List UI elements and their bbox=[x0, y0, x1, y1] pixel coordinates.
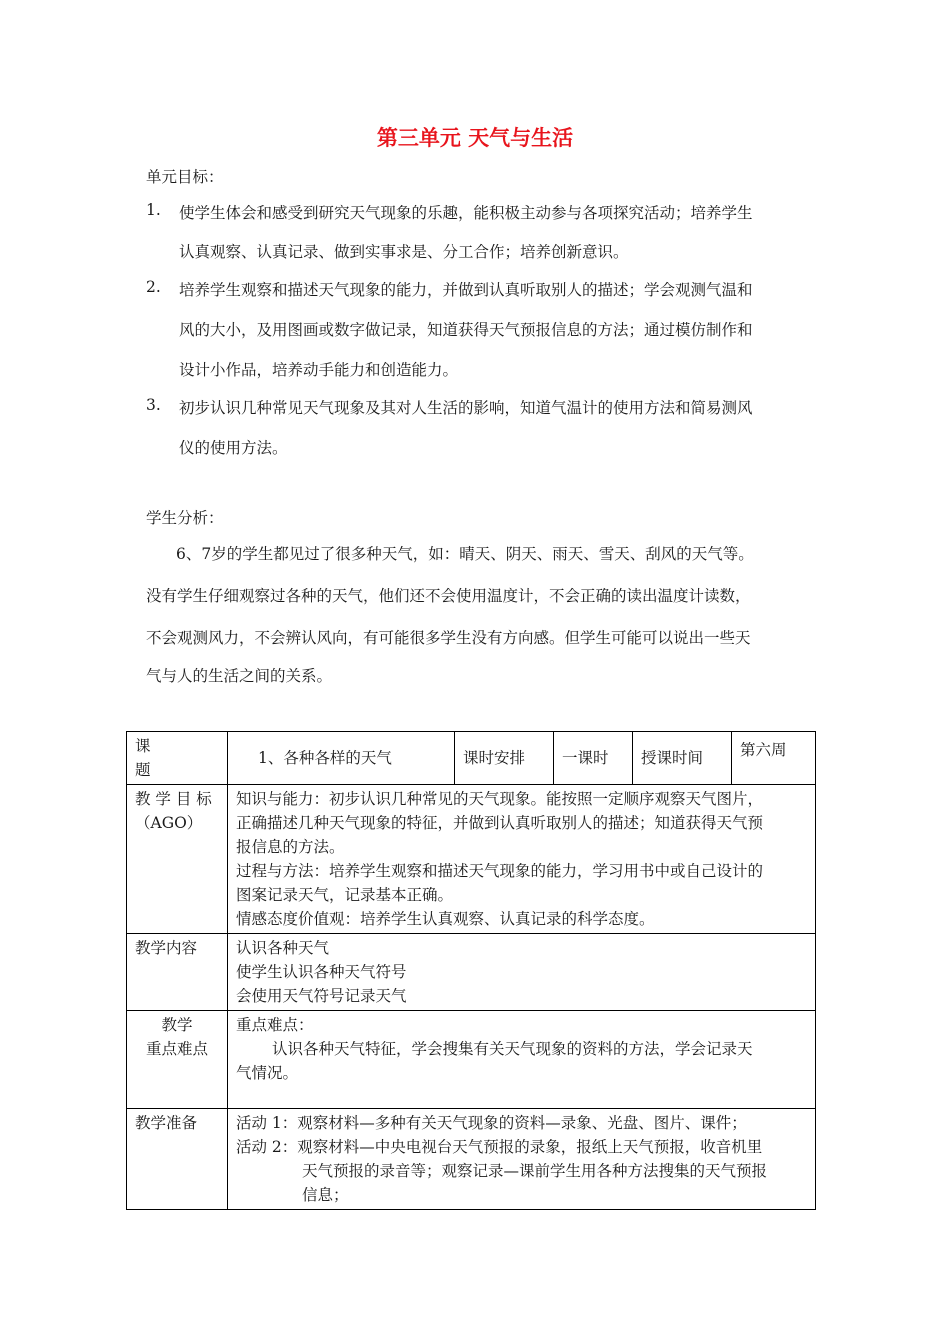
content-line: 会使用天气符号记录天气 bbox=[236, 987, 407, 1005]
student-analysis-heading: 学生分析： bbox=[146, 509, 224, 527]
key-points-label-cell bbox=[127, 1011, 228, 1109]
goal-line: 报信息的方法。 bbox=[236, 838, 345, 856]
goals-label-2: （AGO） bbox=[135, 814, 203, 832]
prep-line-1: 活动 1：观察材料—多种有关天气现象的资料—录象、光盘、图片、课件； bbox=[236, 1114, 747, 1132]
topic-label-cell bbox=[127, 732, 228, 785]
goal-1-line-1: 使学生体会和感受到研究天气现象的乐趣，能积极主动参与各项探究活动；培养学生 bbox=[179, 204, 753, 222]
lesson-plan-table bbox=[126, 731, 816, 1210]
key-points-label-2: 重点难点 bbox=[145, 1040, 208, 1058]
topic-value: 1、各种各样的天气 bbox=[228, 732, 455, 785]
goal-line: 知识与能力：初步认识几种常见的天气现象。能按照一定顺序观察天气图片， bbox=[236, 790, 764, 808]
goals-label-1: 教 学 目 标 bbox=[135, 790, 212, 808]
goal-2-number: 2. bbox=[146, 278, 161, 296]
goal-1-line-2: 认真观察、认真记录、做到实事求是、分工合作；培养创新意识。 bbox=[179, 243, 629, 261]
time-value: 第六周 bbox=[732, 732, 816, 785]
goal-1-number: 1. bbox=[146, 201, 161, 219]
unit-goals-heading: 单元目标： bbox=[146, 168, 224, 186]
goal-line: 正确描述几种天气现象的特征，并做到认真听取别人的描述；知道获得天气预 bbox=[236, 814, 764, 832]
goal-2-line-3: 设计小作品，培养动手能力和创造能力。 bbox=[179, 361, 459, 379]
table-row-content bbox=[127, 934, 816, 1011]
hours-value: 一课时 bbox=[554, 732, 633, 785]
goal-2-line-2: 风的大小，及用图画或数字做记录，知道获得天气预报信息的方法；通过模仿制作和 bbox=[179, 321, 753, 339]
topic-label-1: 课 bbox=[135, 737, 151, 755]
goal-2-line-1: 培养学生观察和描述天气现象的能力，并做到认真听取别人的描述；学会观测气温和 bbox=[179, 281, 753, 299]
prep-line-2: 活动 2：观察材料—中央电视台天气预报的录象，报纸上天气预报，收音机里 bbox=[236, 1138, 763, 1156]
time-label: 授课时间 bbox=[633, 732, 732, 785]
content-cell bbox=[228, 934, 816, 1011]
goal-line: 情感态度价值观：培养学生认真观察、认真记录的科学态度。 bbox=[236, 910, 655, 928]
student-analysis-line-1: 6、7岁的学生都见过了很多种天气，如：晴天、阴天、雨天、雪天、刮风的天气等。 bbox=[176, 545, 754, 563]
key-points-cell bbox=[228, 1011, 816, 1109]
student-analysis-line-3: 不会观测风力，不会辨认风向，有可能很多学生没有方向感。但学生可能可以说出一些天 bbox=[146, 629, 751, 647]
goals-label-cell bbox=[127, 785, 228, 934]
goal-3-line-1: 初步认识几种常见天气现象及其对人生活的影响，知道气温计的使用方法和简易测风 bbox=[179, 399, 753, 417]
preparation-label: 教学准备 bbox=[127, 1109, 228, 1210]
prep-line-4: 信息； bbox=[302, 1186, 349, 1204]
content-label: 教学内容 bbox=[127, 934, 228, 1011]
content-line: 使学生认识各种天气符号 bbox=[236, 963, 407, 981]
table-row-preparation bbox=[127, 1109, 816, 1210]
preparation-cell bbox=[228, 1109, 816, 1210]
goal-3-number: 3. bbox=[146, 396, 161, 414]
key-points-line-1: 认识各种天气特征，学会搜集有关天气现象的资料的方法，学会记录天 bbox=[272, 1040, 753, 1058]
prep-line-3: 天气预报的录音等；观察记录—课前学生用各种方法搜集的天气预报 bbox=[302, 1162, 768, 1180]
content-line: 认识各种天气 bbox=[236, 939, 330, 957]
student-analysis-line-2: 没有学生仔细观察过各种的天气，他们还不会使用温度计，不会正确的读出温度计读数， bbox=[146, 587, 751, 605]
page-title: 第三单元 天气与生活 bbox=[376, 125, 574, 150]
goal-line: 过程与方法：培养学生观察和描述天气现象的能力，学习用书中或自己设计的 bbox=[236, 862, 764, 880]
topic-label-2: 题 bbox=[135, 761, 151, 779]
key-points-line-2: 气情况。 bbox=[236, 1064, 299, 1082]
goal-line: 图案记录天气，记录基本正确。 bbox=[236, 886, 454, 904]
key-points-label-1: 教学 bbox=[161, 1016, 193, 1034]
table-row-topic bbox=[127, 732, 816, 785]
key-points-heading: 重点难点： bbox=[236, 1016, 314, 1034]
hours-label: 课时安排 bbox=[455, 732, 554, 785]
goal-3-line-2: 仪的使用方法。 bbox=[179, 439, 288, 457]
student-analysis-line-4: 气与人的生活之间的关系。 bbox=[146, 667, 333, 685]
table-row-key-points bbox=[127, 1011, 816, 1109]
goals-content bbox=[228, 785, 816, 934]
table-row-goals bbox=[127, 785, 816, 934]
